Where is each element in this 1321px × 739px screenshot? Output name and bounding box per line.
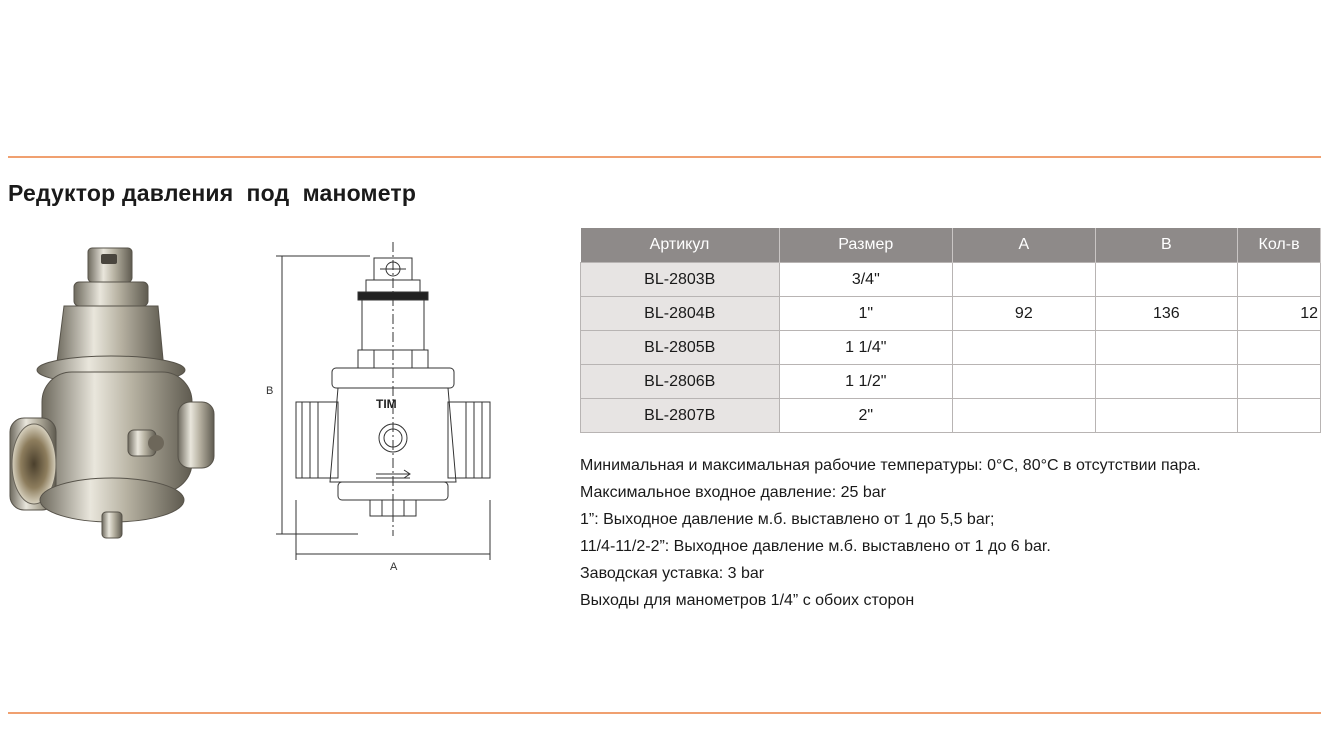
cell-size: 1" (779, 297, 953, 331)
top-divider (8, 156, 1321, 158)
cell-article: BL-2806B (581, 365, 780, 399)
cell-b: 136 (1095, 297, 1238, 331)
spec-table (580, 228, 1321, 433)
header-article: Артикул (581, 228, 780, 263)
cell-qty: 12 (1238, 297, 1321, 331)
cell-qty (1238, 399, 1321, 433)
cell-b (1095, 365, 1238, 399)
cell-qty (1238, 331, 1321, 365)
cell-size: 1 1/2" (779, 365, 953, 399)
cell-size: 3/4" (779, 263, 953, 297)
cell-a (953, 365, 1096, 399)
note-gauge-outlets: Выходы для манометров 1/4” с обоих сторон (580, 592, 915, 609)
cell-a: 92 (953, 297, 1096, 331)
cell-b (1095, 399, 1238, 433)
note-max-inlet-pressure: Максимальное входное давление: 25 bar (580, 484, 886, 501)
cell-article: BL-2803B (581, 263, 780, 297)
cell-a (953, 399, 1096, 433)
table-row (581, 399, 1321, 433)
bottom-divider (8, 712, 1321, 714)
header-size: Размер (779, 228, 953, 263)
note-factory-setting: Заводская уставка: 3 bar (580, 565, 765, 582)
cell-qty (1238, 365, 1321, 399)
cell-a (953, 331, 1096, 365)
header-a: A (953, 228, 1096, 263)
dimension-a-label: A (390, 561, 398, 573)
table-row (581, 263, 1321, 297)
cell-qty (1238, 263, 1321, 297)
cell-article: BL-2807B (581, 399, 780, 433)
cell-size: 1 1/4" (779, 331, 953, 365)
spec-notes (580, 452, 1201, 614)
header-qty: Кол-в (1238, 228, 1321, 263)
cell-article: BL-2804B (581, 297, 780, 331)
note-outlet-pressure-large: 11/4-11/2-2”: Выходное давление м.б. выставлено от 1 до 6 bar. (580, 538, 1051, 555)
technical-drawing (262, 238, 498, 576)
cell-article: BL-2805B (581, 331, 780, 365)
cell-b (1095, 263, 1238, 297)
header-b: B (1095, 228, 1238, 263)
note-outlet-pressure-1: 1”: Выходное давление м.б. выставлено от 1 до 5,5 bar; (580, 511, 995, 528)
note-temperature: Минимальная и максимальная рабочие температуры: 0°С, 80°С в отсутствии пара. (580, 457, 1201, 474)
drawing-brand-mark: TIM (376, 397, 397, 411)
cell-size: 2" (779, 399, 953, 433)
table-row (581, 331, 1321, 365)
table-row (581, 297, 1321, 331)
cell-a (953, 263, 1096, 297)
product-photo (8, 242, 220, 546)
dimension-b-label: B (266, 385, 274, 397)
page-title: Редуктор давления под манометр (8, 180, 417, 206)
cell-b (1095, 331, 1238, 365)
table-row (581, 365, 1321, 399)
table-header-row (581, 228, 1321, 263)
